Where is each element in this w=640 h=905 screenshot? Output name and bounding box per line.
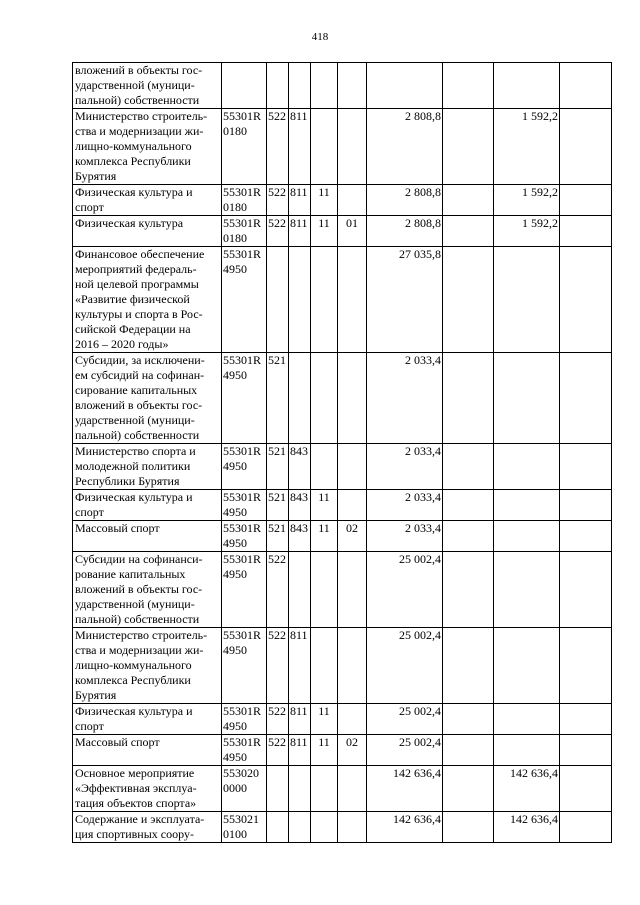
cell-vr: 521 [267,444,289,490]
cell-pr: 02 [338,521,367,552]
cell-pr [338,185,367,216]
cell-vr [267,247,289,353]
csr-line: 0180 [223,124,247,138]
cell-sum3 [494,552,560,628]
csr-line: 55301R [223,704,262,718]
name-line: вложений в объекты гос- [75,63,203,77]
cell-sum1: 2 808,8 [367,185,443,216]
cell-csr [222,63,267,109]
table-row [73,63,612,109]
budget-table [72,62,612,843]
csr-line: 553021 [223,812,259,826]
name-line: сийской Федерации на [75,322,191,336]
name-line: спорт [75,505,104,519]
table-row [73,185,612,216]
cell-gr: 811 [289,735,311,766]
csr-line: 4950 [223,459,247,473]
name-line: лищно-коммунального [75,658,192,672]
cell-name [73,109,222,185]
cell-csr [222,216,267,247]
cell-csr [222,552,267,628]
cell-name [73,521,222,552]
table-row [73,704,612,735]
cell-rz: 11 [311,704,338,735]
csr-line: 4950 [223,262,247,276]
cell-vr: 521 [267,490,289,521]
cell-sum1 [367,63,443,109]
csr-line: 553020 [223,766,259,780]
name-line: культуры и спорта в Рос- [75,307,203,321]
cell-gr: 811 [289,109,311,185]
cell-pr [338,444,367,490]
name-line: пальной) собственности [75,612,200,626]
name-line: Министерство строитель- [75,628,208,642]
csr-line: 4950 [223,643,247,657]
cell-sum1: 142 636,4 [367,812,443,843]
name-line: «Развитие физической [75,292,190,306]
cell-extra [560,552,612,628]
csr-line: 55301R [223,490,262,504]
csr-line: 55301R [223,735,262,749]
cell-extra [560,247,612,353]
table-row [73,109,612,185]
name-line: ударственной (муници- [75,78,195,92]
cell-pr [338,247,367,353]
name-line: Финансовое обеспечение [75,247,205,261]
cell-sum1: 2 808,8 [367,109,443,185]
cell-name [73,490,222,521]
cell-csr [222,444,267,490]
cell-extra [560,109,612,185]
cell-extra [560,216,612,247]
cell-sum3 [494,628,560,704]
cell-csr [222,628,267,704]
csr-line: 55301R [223,552,262,566]
cell-sum1: 25 002,4 [367,552,443,628]
cell-name [73,766,222,812]
cell-sum3 [494,444,560,490]
name-line: ударственной (муници- [75,413,195,427]
csr-line: 55301R [223,185,262,199]
name-line: Бурятия [75,169,117,183]
cell-sum2 [443,216,494,247]
name-line: Субсидии, за исключени- [75,353,205,367]
cell-gr: 811 [289,216,311,247]
name-line: Массовый спорт [75,735,160,749]
name-line: комплекса Республики [75,154,191,168]
cell-rz [311,63,338,109]
cell-sum3 [494,521,560,552]
name-line: ства и модернизации жи- [75,124,204,138]
name-line: Массовый спорт [75,521,160,535]
cell-name [73,63,222,109]
cell-vr: 522 [267,216,289,247]
cell-sum2 [443,766,494,812]
name-line: 2016 – 2020 годы» [75,337,169,351]
name-line: лищно-коммунального [75,139,192,153]
name-line: ударственной (муници- [75,597,195,611]
cell-sum1: 2 033,4 [367,353,443,444]
cell-pr [338,109,367,185]
cell-extra [560,735,612,766]
cell-sum2 [443,63,494,109]
cell-rz [311,812,338,843]
csr-line: 55301R [223,109,262,123]
cell-sum2 [443,812,494,843]
cell-pr [338,704,367,735]
cell-name [73,704,222,735]
name-line: Министерство спорта и [75,444,196,458]
name-line: тация объектов спорта» [75,796,197,810]
csr-line: 55301R [223,353,262,367]
name-line: ция спортивных соору- [75,827,194,841]
cell-pr [338,63,367,109]
csr-line: 4950 [223,368,247,382]
cell-vr [267,766,289,812]
csr-line: 0180 [223,231,247,245]
table-row [73,216,612,247]
cell-gr [289,812,311,843]
name-line: вложений в объекты гос- [75,398,203,412]
cell-rz: 11 [311,185,338,216]
cell-gr: 811 [289,628,311,704]
cell-vr [267,812,289,843]
cell-pr [338,490,367,521]
cell-rz [311,444,338,490]
name-line: Бурятия [75,688,117,702]
cell-pr [338,812,367,843]
cell-sum2 [443,628,494,704]
cell-rz [311,353,338,444]
csr-line: 0100 [223,827,247,841]
cell-extra [560,353,612,444]
table-row [73,812,612,843]
cell-sum3: 142 636,4 [494,812,560,843]
cell-sum3 [494,704,560,735]
cell-rz: 11 [311,216,338,247]
cell-pr: 02 [338,735,367,766]
cell-sum1: 25 002,4 [367,628,443,704]
cell-name [73,185,222,216]
cell-sum3 [494,353,560,444]
cell-vr: 522 [267,185,289,216]
cell-sum1: 2 033,4 [367,444,443,490]
cell-gr: 811 [289,704,311,735]
name-line: пальной) собственности [75,428,200,442]
name-line: Субсидии на софинанси- [75,552,203,566]
cell-name [73,216,222,247]
cell-sum3 [494,490,560,521]
cell-gr [289,552,311,628]
table-row [73,766,612,812]
cell-sum3 [494,63,560,109]
cell-vr: 522 [267,552,289,628]
page-number: 418 [311,31,329,43]
csr-line: 0180 [223,200,247,214]
name-line: ной целевой программы [75,277,199,291]
cell-sum1: 25 002,4 [367,704,443,735]
cell-name [73,735,222,766]
cell-sum2 [443,521,494,552]
cell-rz: 11 [311,521,338,552]
name-line: Министерство строитель- [75,109,208,123]
csr-line: 55301R [223,628,262,642]
name-line: спорт [75,719,104,733]
cell-sum3 [494,735,560,766]
cell-gr [289,766,311,812]
cell-pr [338,552,367,628]
csr-line: 55301R [223,521,262,535]
name-line: ства и модернизации жи- [75,643,204,657]
cell-csr [222,812,267,843]
cell-sum3: 142 636,4 [494,766,560,812]
cell-csr [222,735,267,766]
name-line: Физическая культура и [75,490,193,504]
cell-name [73,444,222,490]
name-line: спорт [75,200,104,214]
cell-sum3: 1 592,2 [494,185,560,216]
name-line: пальной) собственности [75,93,200,107]
cell-sum3 [494,247,560,353]
cell-sum2 [443,185,494,216]
name-line: молодежной политики [75,459,191,473]
cell-extra [560,812,612,843]
cell-pr [338,353,367,444]
cell-pr: 01 [338,216,367,247]
cell-vr: 522 [267,735,289,766]
cell-rz [311,552,338,628]
cell-sum2 [443,735,494,766]
cell-name [73,552,222,628]
cell-extra [560,444,612,490]
csr-line: 4950 [223,536,247,550]
cell-rz [311,628,338,704]
cell-gr: 843 [289,444,311,490]
cell-sum1: 142 636,4 [367,766,443,812]
cell-gr [289,247,311,353]
cell-name [73,247,222,353]
cell-sum1: 25 002,4 [367,735,443,766]
cell-vr: 522 [267,109,289,185]
cell-gr [289,353,311,444]
table-row [73,521,612,552]
csr-line: 0000 [223,781,247,795]
cell-sum2 [443,704,494,735]
cell-vr [267,63,289,109]
cell-name [73,353,222,444]
name-line: Физическая культура [75,216,184,230]
cell-gr: 843 [289,490,311,521]
cell-name [73,628,222,704]
csr-line: 4950 [223,719,247,733]
cell-csr [222,185,267,216]
cell-sum2 [443,247,494,353]
name-line: Содержание и эксплуата- [75,812,205,826]
cell-vr: 521 [267,521,289,552]
name-line: Физическая культура и [75,704,193,718]
name-line: вложений в объекты гос- [75,582,203,596]
cell-extra [560,628,612,704]
cell-rz [311,109,338,185]
cell-extra [560,63,612,109]
cell-sum3: 1 592,2 [494,109,560,185]
name-line: сирование капитальных [75,383,198,397]
cell-sum2 [443,444,494,490]
cell-extra [560,521,612,552]
csr-line: 55301R [223,216,262,230]
cell-rz: 11 [311,735,338,766]
name-line: Основное мероприятие [75,766,195,780]
cell-sum2 [443,490,494,521]
name-line: ем субсидий на софинан- [75,368,205,382]
cell-csr [222,766,267,812]
cell-sum2 [443,109,494,185]
name-line: мероприятий федераль- [75,262,197,276]
name-line: комплекса Республики [75,673,191,687]
cell-pr [338,628,367,704]
name-line: рование капитальных [75,567,186,581]
cell-sum1: 2 808,8 [367,216,443,247]
cell-extra [560,490,612,521]
name-line: Республики Бурятия [75,474,180,488]
cell-gr: 811 [289,185,311,216]
cell-rz [311,247,338,353]
cell-extra [560,704,612,735]
cell-vr: 521 [267,353,289,444]
table-row [73,735,612,766]
cell-rz: 11 [311,490,338,521]
cell-extra [560,185,612,216]
cell-sum2 [443,552,494,628]
cell-vr: 522 [267,628,289,704]
name-line: Физическая культура и [75,185,193,199]
cell-csr [222,704,267,735]
name-line: «Эффективная эксплуа- [75,781,197,795]
table-row [73,490,612,521]
table-row [73,444,612,490]
cell-gr: 843 [289,521,311,552]
table-body [73,63,612,843]
table-row [73,353,612,444]
csr-line: 55301R [223,444,262,458]
cell-sum1: 27 035,8 [367,247,443,353]
csr-line: 4950 [223,567,247,581]
table-row [73,628,612,704]
csr-line: 4950 [223,505,247,519]
cell-sum1: 2 033,4 [367,490,443,521]
table-row [73,552,612,628]
table-row [73,247,612,353]
cell-sum1: 2 033,4 [367,521,443,552]
cell-extra [560,766,612,812]
cell-name [73,812,222,843]
cell-pr [338,766,367,812]
csr-line: 55301R [223,247,262,261]
cell-sum3: 1 592,2 [494,216,560,247]
cell-csr [222,247,267,353]
csr-line: 4950 [223,750,247,764]
cell-sum2 [443,353,494,444]
cell-csr [222,521,267,552]
cell-rz [311,766,338,812]
cell-csr [222,490,267,521]
cell-vr: 522 [267,704,289,735]
cell-gr [289,63,311,109]
cell-csr [222,109,267,185]
cell-csr [222,353,267,444]
